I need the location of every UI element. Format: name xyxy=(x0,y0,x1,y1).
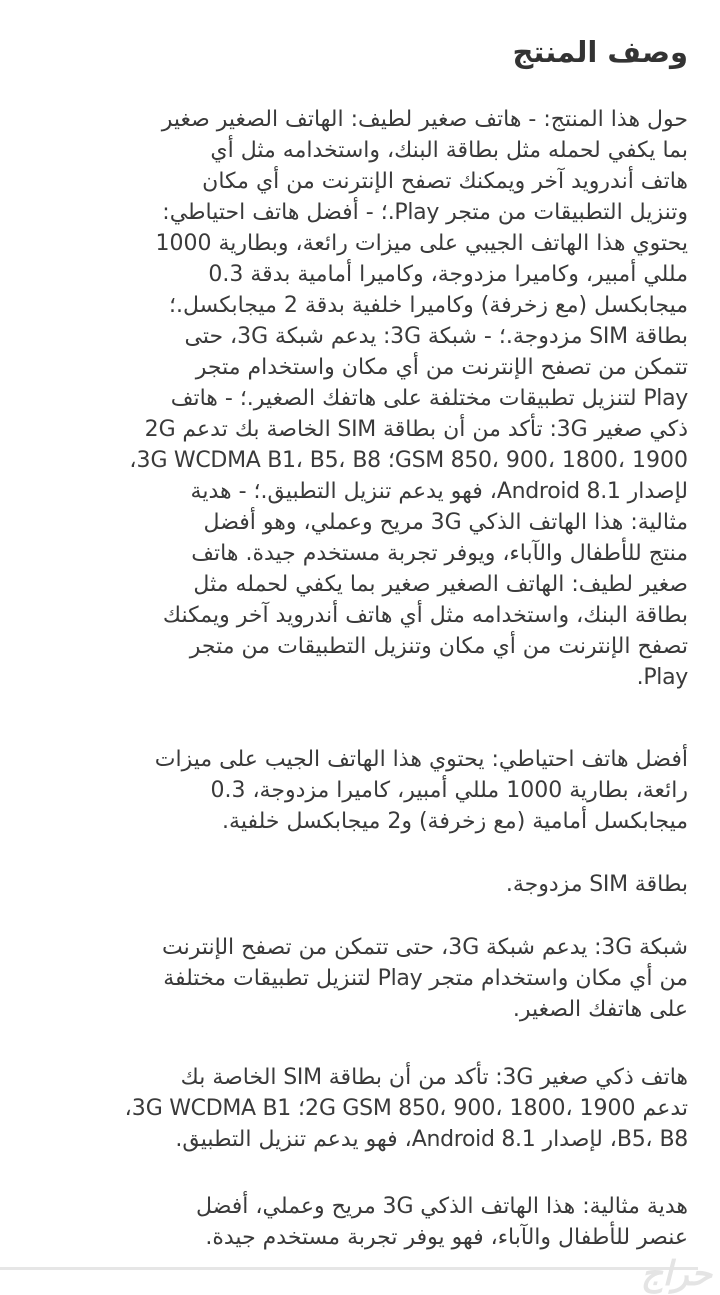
description-line: صغير لطيف: الهاتف الصغير صغير بما يكفي لحمله مثل xyxy=(193,572,688,597)
description-line: ميجابكسل أمامية (مع زخرفة) و2 ميجابكسل خلفية. xyxy=(222,809,688,834)
description-line: B5، B8، لإصدار Android 8.1، فهو يدعم تنزيل التطبيق. xyxy=(175,1127,688,1152)
description-line: أفضل هاتف احتياطي: يحتوي هذا الهاتف الجيب على ميزات xyxy=(154,747,688,772)
description-line: من أي مكان واستخدام متجر Play لتنزيل تطبيقات مختلفة xyxy=(163,966,688,991)
divider xyxy=(0,1267,698,1270)
description-line: تصفح الإنترنت من أي مكان وتنزيل التطبيقات من متجر xyxy=(189,634,688,659)
description-line: ذكي صغير 3G: تأكد من أن بطاقة SIM الخاصة بك تدعم 2G xyxy=(144,417,688,442)
description-line: مثالية: هذا الهاتف الذكي 3G مريح وعملي، وهو أفضل xyxy=(203,510,688,535)
description-line: هاتف أندرويد آخر ويمكنك تصفح الإنترنت من أي مكان xyxy=(202,169,688,194)
description-line: رائعة، بطارية 1000 مللي أمبير، كاميرا مزدوجة، 0.3 xyxy=(210,778,688,803)
description-line: GSM 850، 900، 1800، 1900؛ 3G WCDMA B1، B5، B8، xyxy=(129,448,688,473)
watermark-logo: حراج xyxy=(640,1254,712,1294)
description-line: لإصدار Android 8.1، فهو يدعم تنزيل التطبيق.؛ - هدية xyxy=(190,479,688,504)
description-line: هاتف ذكي صغير 3G: تأكد من أن بطاقة SIM الخاصة بك xyxy=(180,1065,688,1090)
description-line: تدعم 2G GSM 850، 900، 1800، 1900؛ 3G WCDMA B1، xyxy=(124,1096,688,1121)
description-line: Play لتنزيل تطبيقات مختلفة على هاتفك الصغير.؛ - هاتف xyxy=(170,386,688,411)
description-line: ميجابكسل (مع زخرفة) وكاميرا خلفية بدقة 2 ميجابكسل.؛ xyxy=(169,293,688,318)
description-line: حول هذا المنتج: - هاتف صغير لطيف: الهاتف الصغير صغير xyxy=(161,107,688,132)
description-line: تتمكن من تصفح الإنترنت من أي مكان واستخدام متجر xyxy=(195,355,688,380)
page-title: وصف المنتج xyxy=(512,35,688,69)
description-line: بطاقة SIM مزدوجة. xyxy=(505,872,688,897)
description-line: بطاقة البنك، واستخدامه مثل أي هاتف أندرويد آخر ويمكنك xyxy=(162,603,688,628)
description-line: عنصر للأطفال والآباء، فهو يوفر تجربة مستخدم جيدة. xyxy=(205,1225,688,1250)
description-line: بما يكفي لحمله مثل بطاقة البنك، واستخدامه مثل أي xyxy=(210,138,688,163)
description-line: على هاتفك الصغير. xyxy=(512,997,688,1022)
description-line: مللي أمبير، وكاميرا مزدوجة، وكاميرا أمامية بدقة 0.3 xyxy=(208,262,688,287)
description-line: Play. xyxy=(636,665,688,690)
description-line: يحتوي هذا الهاتف الجيبي على ميزات رائعة، وبطارية 1000 xyxy=(155,231,688,256)
description-line: شبكة 3G: يدعم شبكة 3G، حتى تتمكن من تصفح الإنترنت xyxy=(162,935,688,960)
description-line: هدية مثالية: هذا الهاتف الذكي 3G مريح وعملي، أفضل xyxy=(196,1194,688,1219)
description-line: وتنزيل التطبيقات من متجر Play.؛ - أفضل هاتف احتياطي: xyxy=(162,200,688,225)
description-line: بطاقة SIM مزدوجة.؛ - شبكة 3G: يدعم شبكة 3G، حتى xyxy=(184,324,688,349)
description-line: منتج للأطفال والآباء، ويوفر تجربة مستخدم جيدة. هاتف xyxy=(191,541,688,566)
